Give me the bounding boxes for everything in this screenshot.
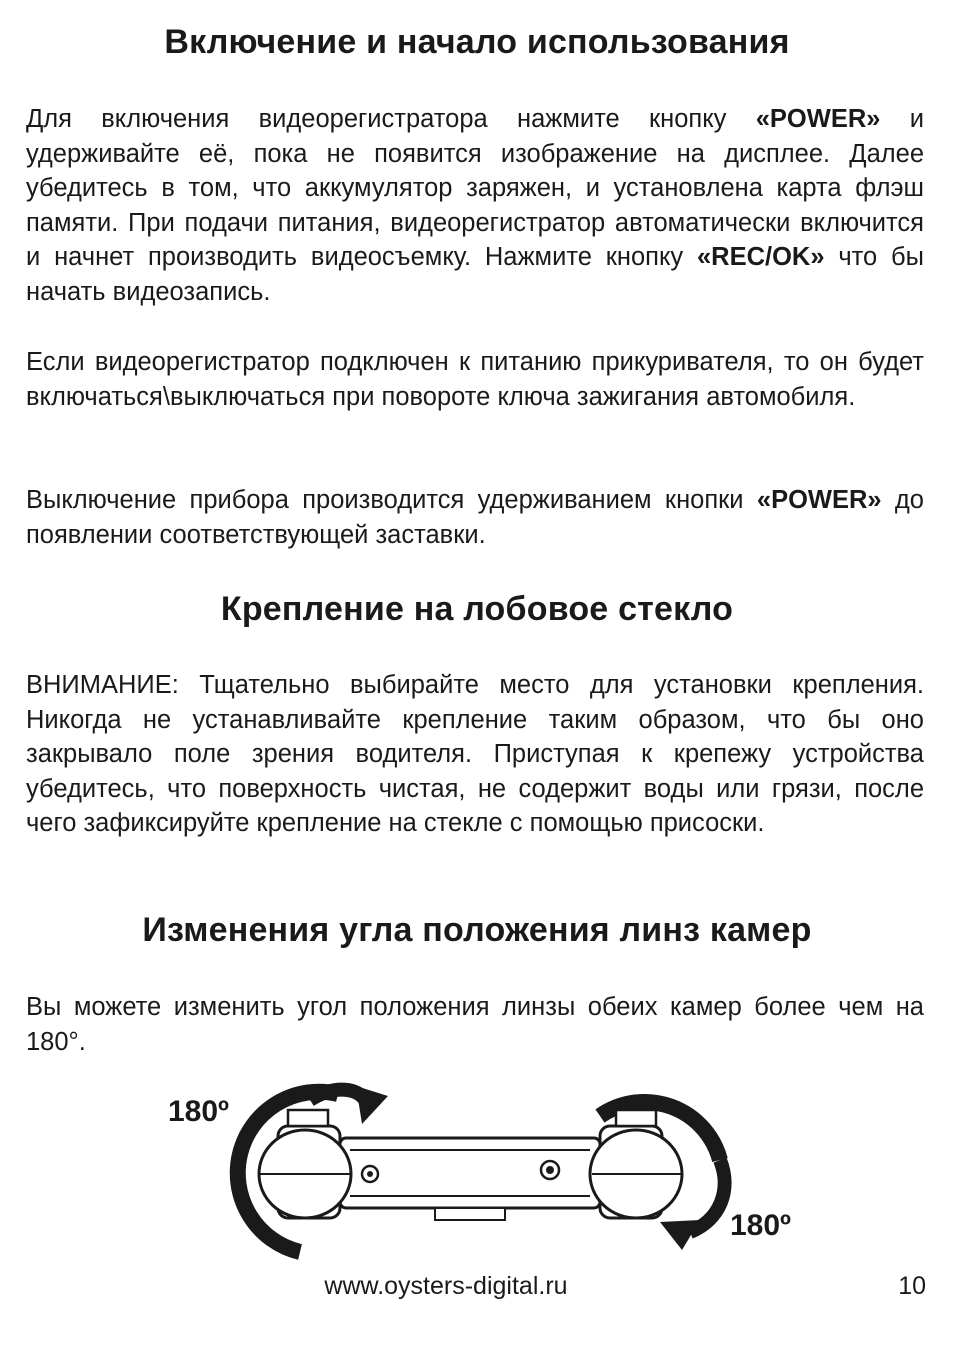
- section-title-lens-angle: Изменения угла положения линз камер: [142, 911, 812, 949]
- camera-rotation-illustration: [160, 1070, 820, 1270]
- rotation-label-left: 180º: [168, 1095, 230, 1128]
- rec-ok-button-name: «REC/OK»: [696, 243, 825, 272]
- power-on-text-a: Для включения видеорегистратора нажмите кнопку: [26, 105, 756, 133]
- ignition-paragraph: Если видеорегистратор подключен к питанию прикуривателя, то он будет включаться\выключаться при повороте ключа зажигания автомобиля.: [26, 348, 924, 411]
- power-on-text-b: и удерживайте её, пока не появится изображение на дисплее. Далее убедитесь в том, что аккумулятор заряжен, и установлена карта флэш памяти. При подачи питания, видеорегистратор автоматически включится и начнет производить видеосъемку. Нажмите кнопку: [26, 105, 924, 272]
- power-button-name: «POWER»: [755, 105, 881, 133]
- power-off-text-b: до появлении соответствующей заставки.: [26, 486, 924, 549]
- dvr-device: [259, 1110, 682, 1220]
- page-number: 10: [898, 1272, 926, 1300]
- footer-website-url: www.oysters-digital.ru: [324, 1272, 568, 1300]
- lens-angle-paragraph: Вы можете изменить угол положения линзы обеих камер более чем на 180°.: [26, 993, 924, 1056]
- rotation-label-right: 180º: [730, 1209, 792, 1242]
- power-off-text-a: Выключение прибора производится удерживанием кнопки: [26, 486, 757, 514]
- section-title-power-on: Включение и начало использования: [164, 23, 790, 61]
- section-title-windshield-mount: Крепление на лобовое стекло: [220, 590, 734, 628]
- power-on-paragraph: [26, 102, 924, 310]
- power-off-paragraph: [26, 483, 924, 552]
- power-button-name-2: «POWER»: [756, 486, 882, 514]
- mount-warning-paragraph: ВНИМАНИЕ: Тщательно выбирайте место для установки крепления. Никогда не устанавливайте крепление таким образом, что бы оно закрывало поле зрения водителя. Приступая к крепежу устройства убедитесь, что поверхность чистая, не содержит воды или грязи, после чего зафиксируйте крепление на стекле с помощью присоски.: [26, 671, 924, 838]
- power-on-text-c: что бы начать видеозапись.: [26, 243, 924, 306]
- camera-rotation-drawing: [160, 1070, 820, 1270]
